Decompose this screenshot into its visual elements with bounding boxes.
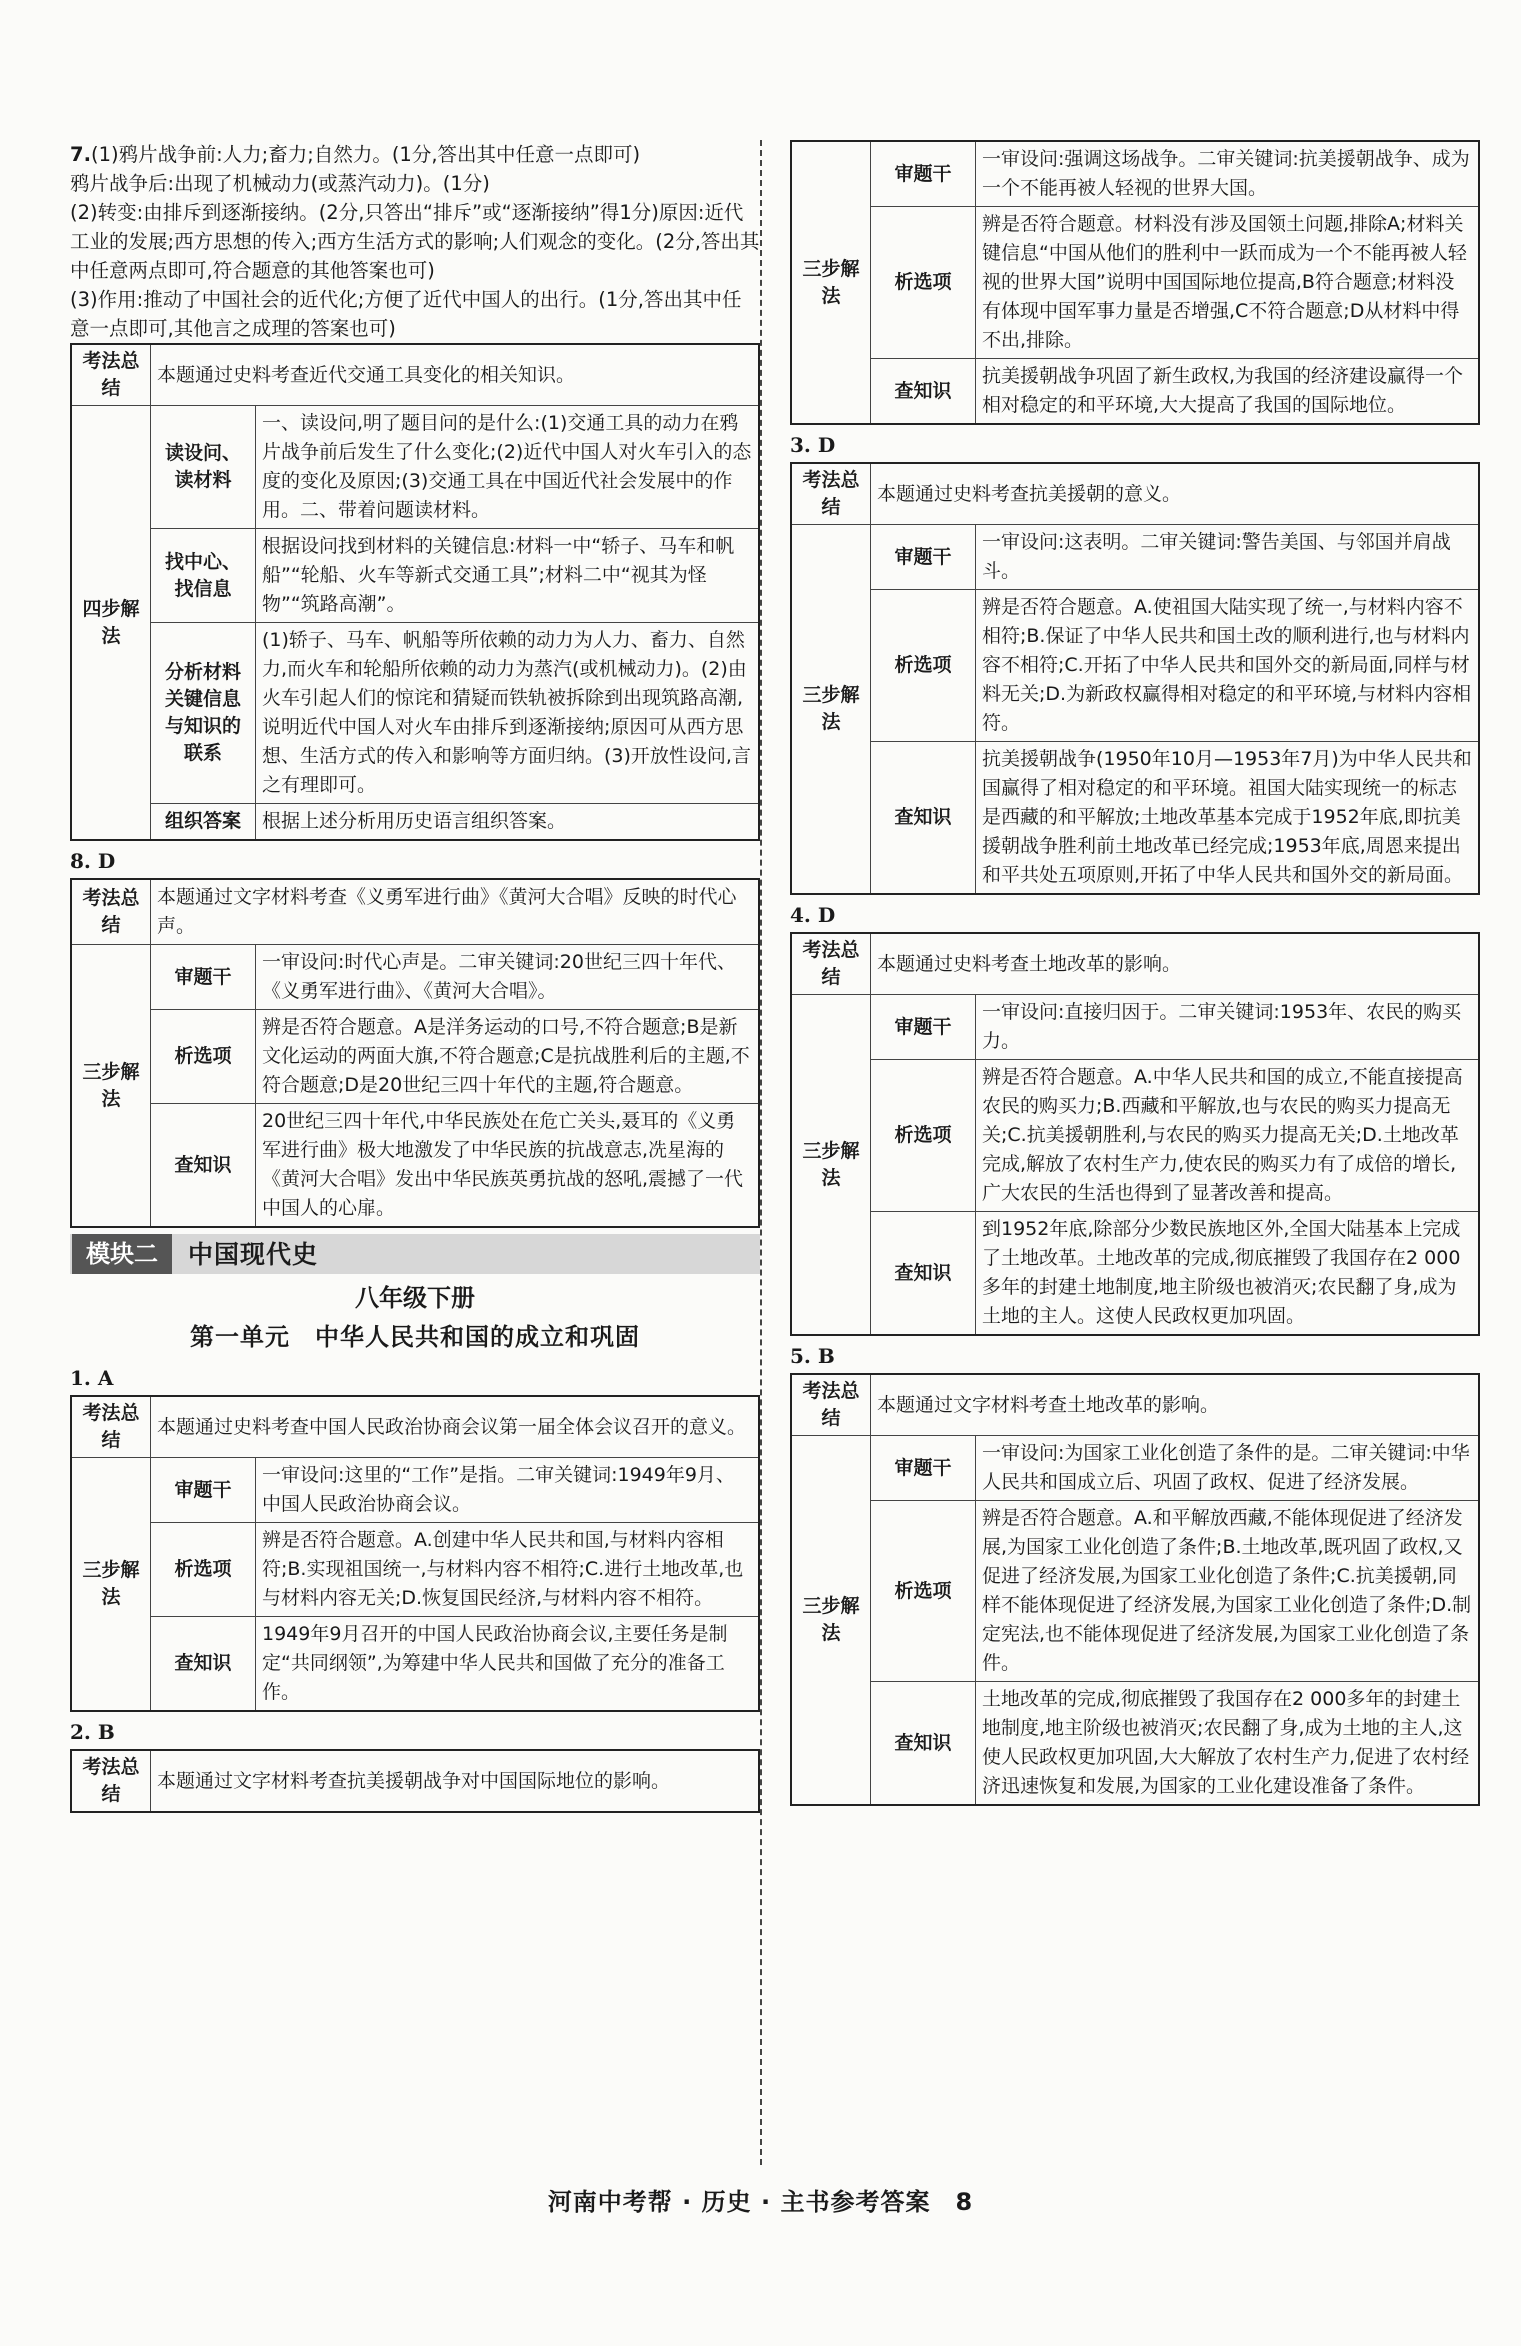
module-title: 中国现代史: [188, 1239, 319, 1269]
step-text: 抗美援朝战争巩固了新生政权,为我国的经济建设赢得一个相对稳定的和平环境,大大提高了我国的国际地位。: [976, 359, 1480, 425]
step-text: 1949年9月召开的中国人民政治协商会议,主要任务是制定“共同纲领”,为筹建中华人民共和国做了充分的准备工作。: [256, 1617, 760, 1712]
step-text: 土地改革的完成,彻底摧毁了我国存在2 000多年的封建土地制度,地主阶级也被消灭;农民翻了身,成为土地的主人,这使人民政权更加巩固,大大解放了农村生产力,促进了农村经济迅速恢复和发展,为国家的工业化建设准备了条件。: [976, 1682, 1480, 1806]
step-label: 审题干: [151, 945, 256, 1010]
step-label: 查知识: [151, 1617, 256, 1712]
step-label: 查知识: [151, 1104, 256, 1228]
question-2-heading: 2. B: [70, 1720, 115, 1744]
step-text: 一、读设问,明了题目问的是什么:(1)交通工具的动力在鸦片战争前后发生了什么变化;(2)近代中国人对火车引入的态度的变化及原因;(3)交通工具在中国近代社会发展中的作用。二、带着问题读材料。: [256, 406, 760, 529]
solution-table-q4: [790, 932, 1480, 1336]
module-tag: 模块二: [72, 1234, 172, 1274]
step-label: 析选项: [871, 1501, 976, 1682]
step-text: 一审设问:这里的“工作”是指。二审关键词:1949年9月、中国人民政治协商会议。: [256, 1458, 760, 1523]
summary-text: 本题通过史料考查近代交通工具变化的相关知识。: [151, 344, 760, 406]
step-label: 析选项: [871, 590, 976, 742]
grade-heading: 八年级下册: [355, 1284, 475, 1312]
step-text: 一审设问:这表明。二审关键词:警告美国、与邻国并肩战斗。: [976, 525, 1480, 590]
steps-label: 三步解法: [71, 1458, 151, 1712]
summary-text: 本题通过文字材料考查土地改革的影响。: [871, 1374, 1480, 1436]
summary-label: 考法总结: [71, 879, 151, 945]
steps-label: 三步解法: [791, 1436, 871, 1806]
step-label: 审题干: [151, 1458, 256, 1523]
step-label: 析选项: [871, 207, 976, 359]
summary-label: 考法总结: [791, 933, 871, 995]
answer-line: 鸦片战争后:出现了机械动力(或蒸汽动力)。(1分): [70, 172, 490, 195]
summary-label: 考法总结: [71, 1396, 151, 1458]
solution-table-q2-steps: [790, 140, 1480, 425]
step-text: 辨是否符合题意。A.使祖国大陆实现了统一,与材料内容不相符;B.保证了中华人民共和国土改的顺利进行,也与材料内容不相符;C.开拓了中华人民共和国外交的新局面,同样与材料无关;D.为新政权赢得相对稳定的和平环境,与材料内容相符。: [976, 590, 1480, 742]
step-text: 抗美援朝战争(1950年10月—1953年7月)为中华人民共和国赢得了相对稳定的和平环境。祖国大陆实现统一的标志是西藏的和平解放;土地改革基本完成于1952年底,即抗美援朝战争胜利前土地改革已经完成;1953年底,周恩来提出和平共处五项原则,开拓了中华人民共和国外交的新局面。: [976, 742, 1480, 895]
step-text: 辨是否符合题意。材料没有涉及国领土问题,排除A;材料关键信息“中国从他们的胜利中一跃而成为一个不能再被人轻视的世界大国”说明中国国际地位提高,B符合题意;材料没有体现中国军事力量是否增强,C不符合题意;D从材料中得不出,排除。: [976, 207, 1480, 359]
module-banner: [70, 1234, 760, 1274]
solution-table-q5: [790, 1373, 1480, 1806]
summary-label: 考法总结: [791, 463, 871, 525]
step-text: 辨是否符合题意。A.创建中华人民共和国,与材料内容相符;B.实现祖国统一,与材料内容不相符;C.进行土地改革,也与材料内容无关;D.恢复国民经济,与材料内容不相符。: [256, 1523, 760, 1617]
step-label: 查知识: [871, 1682, 976, 1806]
page-footer: 河南中考帮 · 历史 · 主书参考答案 8: [547, 2188, 974, 2216]
step-label: 审题干: [871, 525, 976, 590]
question-8-heading: 8. D: [70, 849, 116, 873]
step-text: 根据上述分析用历史语言组织答案。: [256, 804, 760, 841]
summary-text: 本题通过文字材料考查抗美援朝战争对中国国际地位的影响。: [151, 1750, 760, 1812]
question-5-heading: 5. B: [790, 1344, 835, 1368]
left-column: [70, 140, 760, 1819]
summary-label: 考法总结: [791, 1374, 871, 1436]
steps-label: 三步解法: [791, 525, 871, 895]
column-divider: [760, 140, 762, 2165]
solution-table-q1: [70, 1395, 760, 1712]
answer-line: (1)鸦片战争前:人力;畜力;自然力。(1分,答出其中任意一点即可): [90, 143, 641, 166]
step-label: 析选项: [151, 1010, 256, 1104]
question-1-heading: 1. A: [70, 1366, 114, 1390]
step-text: 一审设问:时代心声是。二审关键词:20世纪三四十年代、《义勇军进行曲》、《黄河大合唱》。: [256, 945, 760, 1010]
steps-label: 三步解法: [71, 945, 151, 1228]
summary-label: 考法总结: [71, 344, 151, 406]
step-text: 一审设问:为国家工业化创造了条件的是。二审关键词:中华人民共和国成立后、巩固了政权、促进了经济发展。: [976, 1436, 1480, 1501]
question-3-heading: 3. D: [790, 433, 836, 457]
step-text: 辨是否符合题意。A是洋务运动的口号,不符合题意;B是新文化运动的两面大旗,不符合题意;C是抗战胜利后的主题,不符合题意;D是20世纪三四十年代的主题,符合题意。: [256, 1010, 760, 1104]
question-7-answer: [70, 140, 760, 343]
summary-text: 本题通过史料考查抗美援朝的意义。: [871, 463, 1480, 525]
step-label: 审题干: [871, 141, 976, 207]
step-text: 20世纪三四十年代,中华民族处在危亡关头,聂耳的《义勇军进行曲》极大地激发了中华民族的抗战意志,冼星海的《黄河大合唱》发出中华民族英勇抗战的怒吼,震撼了一代中国人的心扉。: [256, 1104, 760, 1228]
step-text: (1)轿子、马车、帆船等所依赖的动力为人力、畜力、自然力,而火车和轮船所依赖的动力为蒸汽(或机械动力)。(2)由火车引起人们的惊诧和猜疑而铁轨被拆除到出现筑路高潮,说明近代中国人对火车由排斥到逐渐接纳;原因可从西方思想、生活方式的传入和影响等方面归纳。(3)开放性设问,言之有理即可。: [256, 623, 760, 804]
step-label: 析选项: [871, 1060, 976, 1212]
answer-line: (3)作用:推动了中国社会的近代化;方便了近代中国人的出行。(1分,答出其中任意一点即可,其他言之成理的答案也可): [70, 288, 742, 340]
step-label: 组织答案: [151, 804, 256, 841]
steps-label: 三步解法: [791, 141, 871, 424]
step-label: 析选项: [151, 1523, 256, 1617]
summary-text: 本题通过文字材料考查《义勇军进行曲》《黄河大合唱》反映的时代心声。: [151, 879, 760, 945]
step-text: 辨是否符合题意。A.和平解放西藏,不能体现促进了经济发展,为国家工业化创造了条件;B.土地改革,既巩固了政权,又促进了经济发展,为国家工业化创造了条件;C.抗美援朝,同样不能体现促进了经济发展,为国家工业化创造了条件;D.制定宪法,也不能体现促进了经济发展,为国家工业化创造了条件。: [976, 1501, 1480, 1682]
step-label: 查知识: [871, 1212, 976, 1336]
step-text: 一审设问:直接归因于。二审关键词:1953年、农民的购买力。: [976, 995, 1480, 1060]
step-label: 分析材料关键信息与知识的联系: [151, 623, 256, 804]
right-column: [790, 140, 1480, 1812]
step-text: 辨是否符合题意。A.中华人民共和国的成立,不能直接提高农民的购买力;B.西藏和平解放,也与农民的购买力提高无关;C.抗美援朝胜利,与农民的购买力提高无关;D.土地改革完成,解放了农村生产力,使农民的购买力有了成倍的增长,广大农民的生活也得到了显著改善和提高。: [976, 1060, 1480, 1212]
summary-text: 本题通过史料考查中国人民政治协商会议第一届全体会议召开的意义。: [151, 1396, 760, 1458]
step-text: 根据设问找到材料的关键信息:材料一中“轿子、马车和帆船”“轮船、火车等新式交通工具”;材料二中“视其为怪物”“筑路高潮”。: [256, 529, 760, 623]
steps-label: 四步解法: [71, 406, 151, 841]
step-label: 查知识: [871, 742, 976, 895]
solution-table-q7: [70, 343, 760, 841]
step-text: 到1952年底,除部分少数民族地区外,全国大陆基本上完成了土地改革。土地改革的完成,彻底摧毁了我国存在2 000多年的封建土地制度,地主阶级也被消灭;农民翻了身,成为土地的主人。这使人民政权更加巩固。: [976, 1212, 1480, 1336]
step-label: 审题干: [871, 995, 976, 1060]
summary-text: 本题通过史料考查土地改革的影响。: [871, 933, 1480, 995]
question-4-heading: 4. D: [790, 903, 836, 927]
step-label: 读设问、读材料: [151, 406, 256, 529]
solution-table-q2-summary: [70, 1749, 760, 1813]
unit-heading: 第一单元 中华人民共和国的成立和巩固: [190, 1323, 640, 1351]
solution-table-q3: [790, 462, 1480, 895]
step-label: 找中心、找信息: [151, 529, 256, 623]
solution-table-q8: [70, 878, 760, 1228]
answer-line: (2)转变:由排斥到逐渐接纳。(2分,只答出“排斥”或“逐渐接纳”得1分)原因:近代工业的发展;西方思想的传入;西方生活方式的影响;人们观念的变化。(2分,答出其中任意两点即可,符合题意的其他答案也可): [70, 201, 760, 282]
question-number: 7.: [70, 143, 91, 166]
steps-label: 三步解法: [791, 995, 871, 1336]
step-label: 查知识: [871, 359, 976, 425]
summary-label: 考法总结: [71, 1750, 151, 1812]
step-label: 审题干: [871, 1436, 976, 1501]
step-text: 一审设问:强调这场战争。二审关键词:抗美援朝战争、成为一个不能再被人轻视的世界大国。: [976, 141, 1480, 207]
